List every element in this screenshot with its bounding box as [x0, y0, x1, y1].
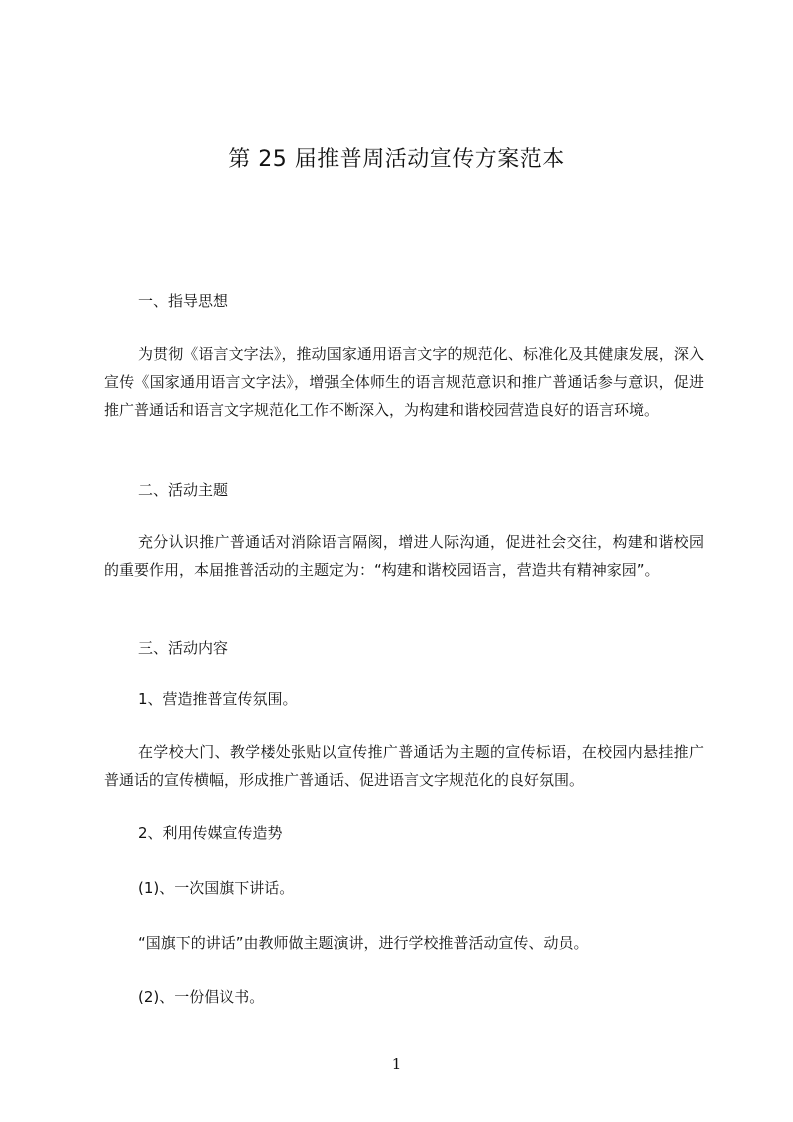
section-heading-content: 三、活动内容	[138, 639, 229, 657]
paragraph-guiding: 为贯彻《语言文字法》，推动国家通用语言文字的规范化、标准化及其健康发展，深入宣传《国家通用语言文字法》，增强全体师生的语言规范意识和推广普通话参与意识，促进推广普通话和语言文字规范化工作不断深入，为构建和谐校园营造良好的语言环境。	[104, 345, 704, 419]
list-item-atmosphere: 1、营造推普宣传氛围。	[138, 690, 298, 708]
sub-item-flag-speech: (1)、一次国旗下讲话。	[138, 879, 295, 897]
paragraph-theme: 充分认识推广普通话对消除语言隔阂，增进人际沟通，促进社会交往，构建和谐校园的重要作用，本届推普活动的主题定为：“构建和谐校园语言，营造共有精神家园”。	[104, 533, 704, 579]
document-title: 第 25 届推普周活动宣传方案范本	[228, 147, 565, 172]
sub-item-proposal: (2)、一份倡议书。	[138, 988, 265, 1006]
section-heading-guiding: 一、指导思想	[138, 292, 229, 310]
page-number: 1	[391, 1055, 402, 1073]
paragraph-atmosphere: 在学校大门、教学楼处张贴以宣传推广普通话为主题的宣传标语，在校园内悬挂推广普通话的宣传横幅，形成推广普通话、促进语言文字规范化的良好氛围。	[104, 743, 704, 789]
list-item-media: 2、利用传媒宣传造势	[138, 824, 283, 842]
paragraph-speech: “国旗下的讲话”由教师做主题演讲，进行学校推普活动宣传、动员。	[138, 934, 589, 952]
section-heading-theme: 二、活动主题	[138, 481, 229, 499]
